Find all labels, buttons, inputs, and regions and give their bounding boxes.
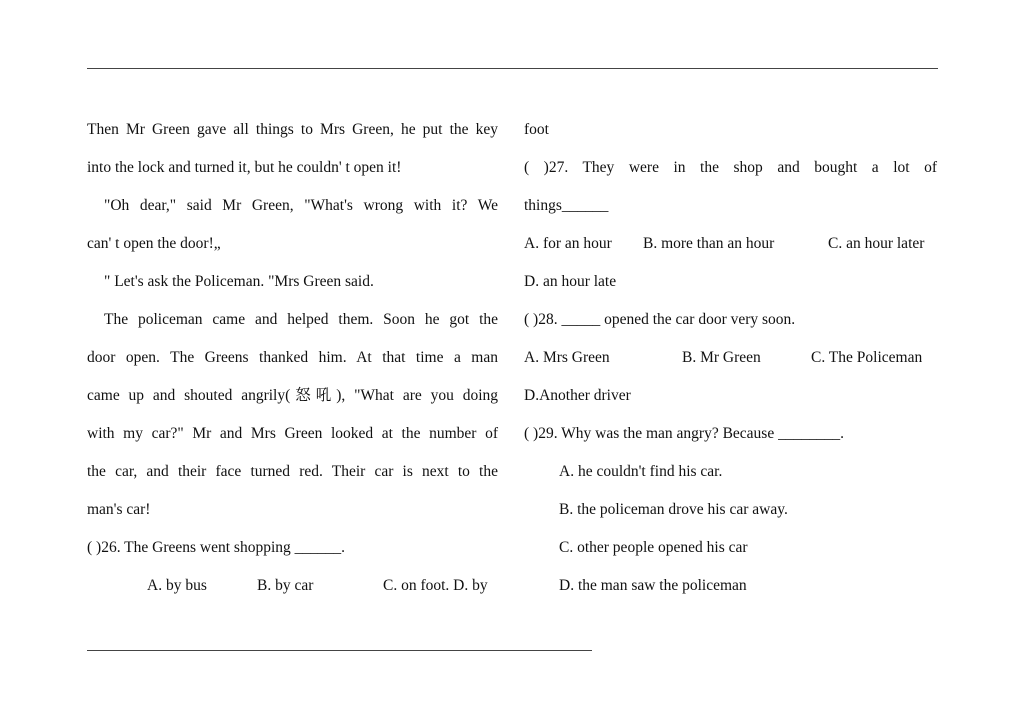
option-b: B. more than an hour	[643, 235, 775, 252]
option-b: B. the policeman drove his car away.	[559, 501, 788, 518]
passage-line: door open. The Greens thanked him. At that time a man	[87, 349, 498, 366]
question-stem: ( )26. The Greens went shopping ______.	[87, 539, 346, 556]
option-a: A. Mrs Green	[524, 349, 610, 366]
option-b: B. by car	[257, 577, 314, 594]
option-c: C. The Policeman	[811, 349, 923, 366]
option-a: A. by bus	[147, 577, 207, 594]
question-stem-continued: things______	[524, 197, 609, 214]
passage-line: the car, and their face turned red. Their car is next to the	[87, 463, 498, 480]
passage-line: " Let's ask the Policeman. "Mrs Green said.	[104, 273, 374, 290]
passage-line: can' t open the door!„	[87, 235, 221, 252]
passage-line: into the lock and turned it, but he couldn' t open it!	[87, 159, 402, 176]
option-d: D.Another driver	[524, 387, 631, 404]
passage-line: The policeman came and helped them. Soon he got the	[104, 311, 498, 328]
question-stem: ( )28. _____ opened the car door very soon.	[524, 311, 796, 328]
question-stem: ( )27. They were in the shop and bought a lot of	[524, 159, 937, 176]
option-d: D. the man saw the policeman	[559, 577, 747, 594]
top-rule	[87, 68, 938, 69]
passage-line: Then Mr Green gave all things to Mrs Green, he put the key	[87, 121, 498, 138]
option-c-d: C. on foot. D. by	[383, 577, 488, 594]
passage-line: man's car!	[87, 501, 151, 518]
option-c: C. other people opened his car	[559, 539, 748, 556]
passage-line: came up and shouted angrily(怒吼), "What are you doing	[87, 387, 498, 404]
option-c: C. an hour later	[828, 235, 925, 252]
question-continued: foot	[524, 121, 549, 138]
question-stem: ( )29. Why was the man angry? Because ________.	[524, 425, 844, 442]
passage-line: with my car?" Mr and Mrs Green looked at the number of	[87, 425, 498, 442]
option-a: A. he couldn't find his car.	[559, 463, 723, 480]
option-b: B. Mr Green	[682, 349, 761, 366]
option-a: A. for an hour	[524, 235, 612, 252]
option-d: D. an hour late	[524, 273, 617, 290]
passage-line: "Oh dear," said Mr Green, "What's wrong with it? We	[104, 197, 498, 214]
bottom-rule	[87, 650, 592, 651]
